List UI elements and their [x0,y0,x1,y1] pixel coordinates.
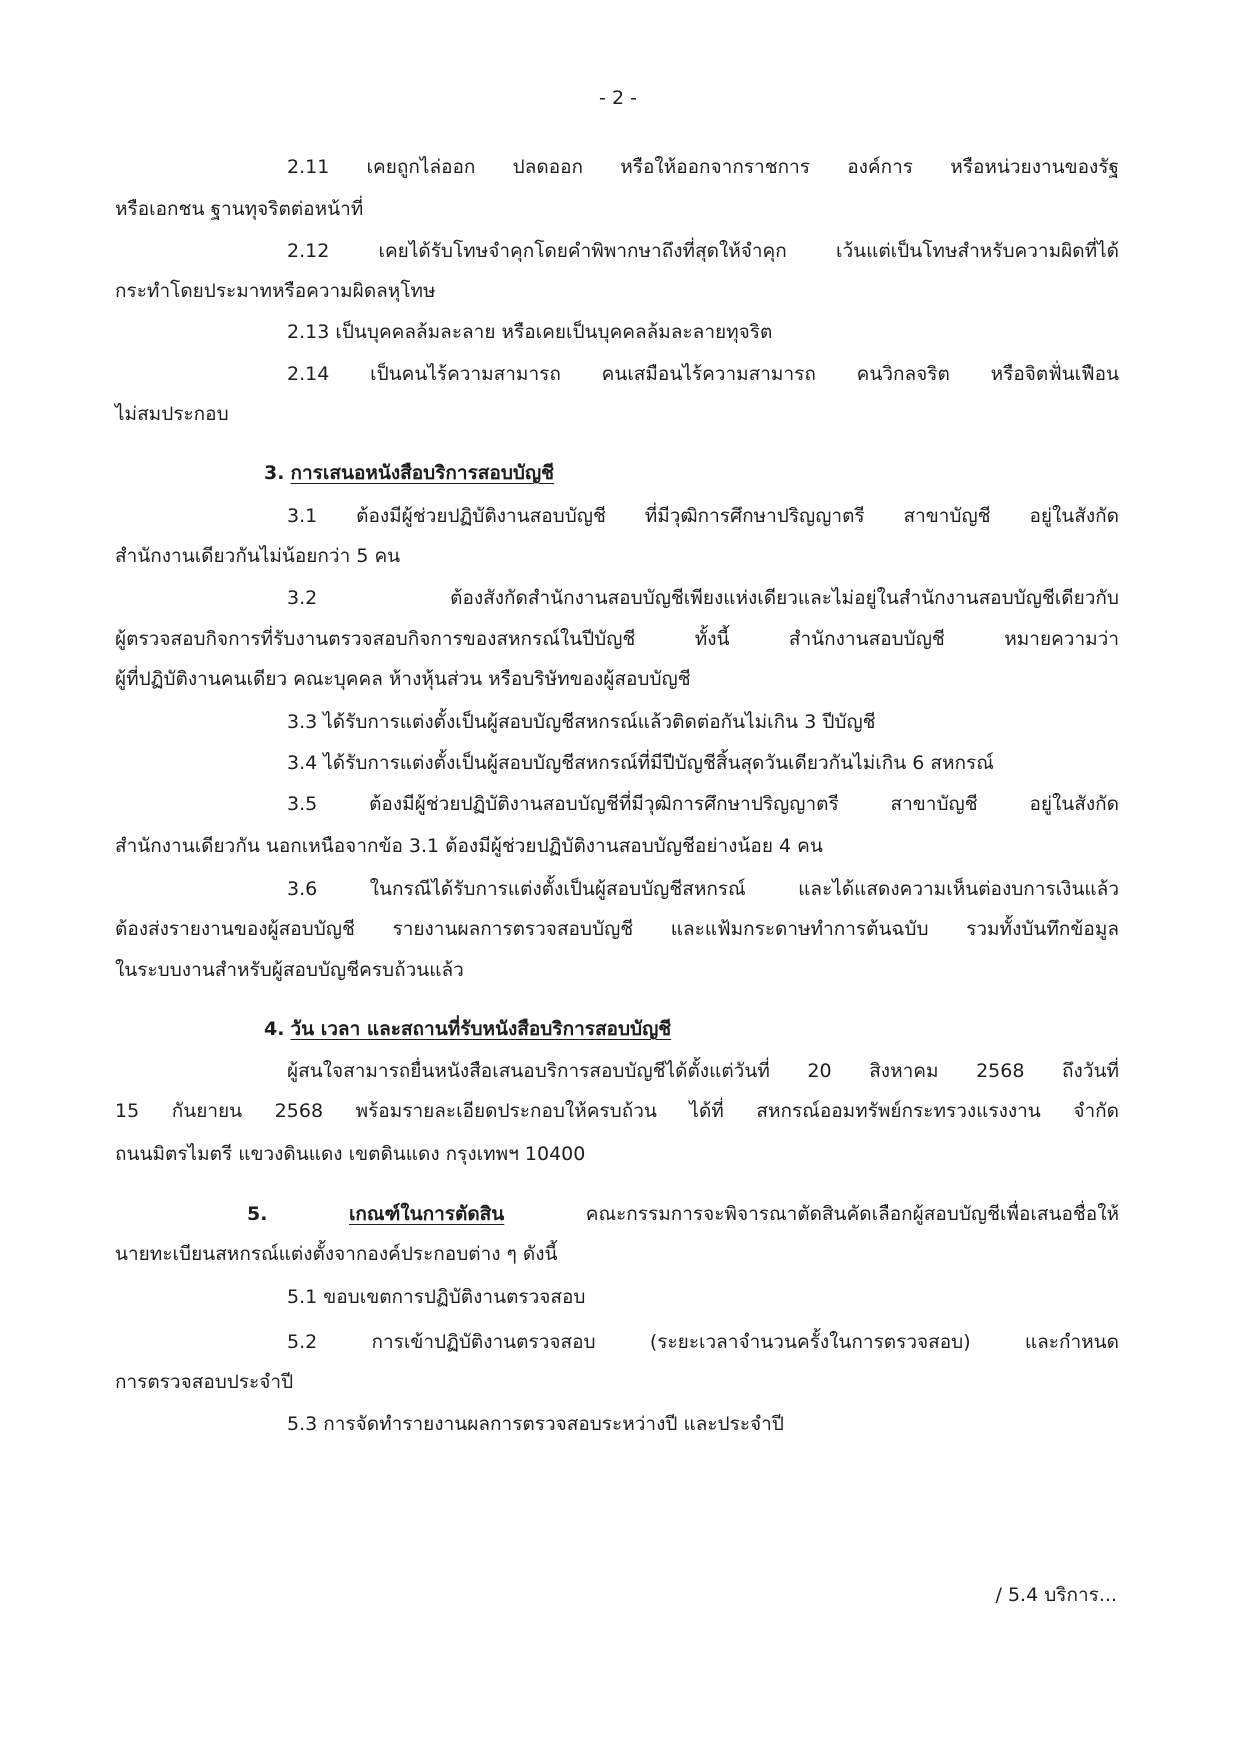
section-5-heading [247,1194,1119,1234]
section-3-number: 3. [264,462,285,484]
item-3-1-line-1: 3.1 ต้องมีผู้ช่วยปฏิบัติงานสอบบัญชี ที่มีวุฒิการศึกษาปริญญาตรี สาขาบัญชี อยู่ในสังกัด [287,505,1119,527]
section-4-line-3: ถนนมิตรไมตรี แขวงดินแดง เขตดินแดง กรุงเทพฯ 10400 [115,1143,586,1165]
item-2-14-line-1: 2.14 เป็นคนไร้ความสามารถ คนเสมือนไร้ความสามารถ คนวิกลจริต หรือจิตฟั่นเฟือน [287,363,1119,385]
section-4-heading [264,1009,1119,1049]
section-3-title: การเสนอหนังสือบริการสอบบัญชี [290,462,555,484]
section-5-intro-line-1: คณะกรรมการจะพิจารณาตัดสินคัดเลือกผู้สอบบัญชีเพื่อเสนอชื่อให้ [585,1203,1119,1225]
item-3-2-line-3: ผู้ที่ปฏิบัติงานคนเดียว คณะบุคคล ห้างหุ้นส่วน หรือบริษัทของผู้สอบบัญชี [115,668,691,690]
item-3-5-line-2: สำนักงานเดียวกัน นอกเหนือจากข้อ 3.1 ต้องมีผู้ช่วยปฏิบัติงานสอบบัญชีอย่างน้อย 4 คน [115,835,823,857]
section-5-number: 5. [247,1203,268,1225]
item-2-11-line-2: หรือเอกชน ฐานทุจริตต่อหน้าที่ [115,198,364,220]
page-number: - 2 - [599,87,637,109]
item-3-3-line-1: 3.3 ได้รับการแต่งตั้งเป็นผู้สอบบัญชีสหกรณ์แล้วติดต่อกันไม่เกิน 3 ปีบัญชี [287,711,876,733]
item-3-1-line-2: สำนักงานเดียวกันไม่น้อยกว่า 5 คน [115,545,401,567]
item-2-12-line-1: 2.12 เคยได้รับโทษจำคุกโดยคำพิพากษาถึงที่สุดให้จำคุก เว้นแต่เป็นโทษสำหรับความผิดที่ได้ [287,240,1119,262]
section-3-heading [264,453,1119,493]
item-3-6-line-1: 3.6 ในกรณีได้รับการแต่งตั้งเป็นผู้สอบบัญชีสหกรณ์ และได้แสดงความเห็นต่องบการเงินแล้ว [287,878,1119,900]
item-3-2-line-2: ผู้ตรวจสอบกิจการที่รับงานตรวจสอบกิจการของสหกรณ์ในปีบัญชี ทั้งนี้ สำนักงานสอบบัญชี หมายความว่า [115,628,1119,650]
section-4-line-1: ผู้สนใจสามารถยื่นหนังสือเสนอบริการสอบบัญชีได้ตั้งแต่วันที่ 20 สิงหาคม 2568 ถึงวันที่ [287,1060,1119,1082]
section-4-title: วัน เวลา และสถานที่รับหนังสือบริการสอบบัญชี [290,1018,672,1040]
section-5-title: เกณฑ์ในการตัดสิน [348,1203,505,1225]
item-3-5-line-1: 3.5 ต้องมีผู้ช่วยปฏิบัติงานสอบบัญชีที่มีวุฒิการศึกษาปริญญาตรี สาขาบัญชี อยู่ในสังกัด [287,793,1119,815]
item-2-11-line-1: 2.11 เคยถูกไล่ออก ปลดออก หรือให้ออกจากราชการ องค์การ หรือหน่วยงานของรัฐ [287,156,1119,178]
item-2-14-line-2: ไม่สมประกอบ [115,403,229,425]
item-2-12-line-2: กระทำโดยประมาทหรือความผิดลหุโทษ [115,280,436,302]
section-4-number: 4. [264,1018,285,1040]
item-3-6-line-3: ในระบบงานสำหรับผู้สอบบัญชีครบถ้วนแล้ว [115,959,464,981]
item-5-2-line-2: การตรวจสอบประจำปี [115,1371,294,1393]
item-5-3-line-1: 5.3 การจัดทำรายงานผลการตรวจสอบระหว่างปี และประจำปี [287,1413,784,1435]
item-3-6-line-2: ต้องส่งรายงานของผู้สอบบัญชี รายงานผลการตรวจสอบบัญชี และแฟ้มกระดาษทำการต้นฉบับ รวมทั้งบันทึกข้อมูล [115,918,1119,940]
item-2-13-line-1: 2.13 เป็นบุคคลล้มละลาย หรือเคยเป็นบุคคลล้มละลายทุจริต [287,321,773,343]
section-5-intro-line-2: นายทะเบียนสหกรณ์แต่งตั้งจากองค์ประกอบต่าง ๆ ดังนี้ [115,1243,558,1265]
item-5-2-line-1: 5.2 การเข้าปฏิบัติงานตรวจสอบ (ระยะเวลาจำนวนครั้งในการตรวจสอบ) และกำหนด [287,1331,1119,1353]
continuation-note: / 5.4 บริการ... [995,1584,1117,1606]
item-3-4-line-1: 3.4 ได้รับการแต่งตั้งเป็นผู้สอบบัญชีสหกรณ์ที่มีปีบัญชีสิ้นสุดวันเดียวกันไม่เกิน 6 สหกรณ์ [287,752,994,774]
item-5-1-line-1: 5.1 ขอบเขตการปฏิบัติงานตรวจสอบ [287,1286,586,1308]
item-3-2-line-1: 3.2 ต้องสังกัดสำนักงานสอบบัญชีเพียงแห่งเดียวและไม่อยู่ในสำนักงานสอบบัญชีเดียวกับ [287,587,1119,609]
section-4-line-2: 15 กันยายน 2568 พร้อมรายละเอียดประกอบให้ครบถ้วน ได้ที่ สหกรณ์ออมทรัพย์กระทรวงแรงงาน จำกัด [115,1100,1119,1122]
